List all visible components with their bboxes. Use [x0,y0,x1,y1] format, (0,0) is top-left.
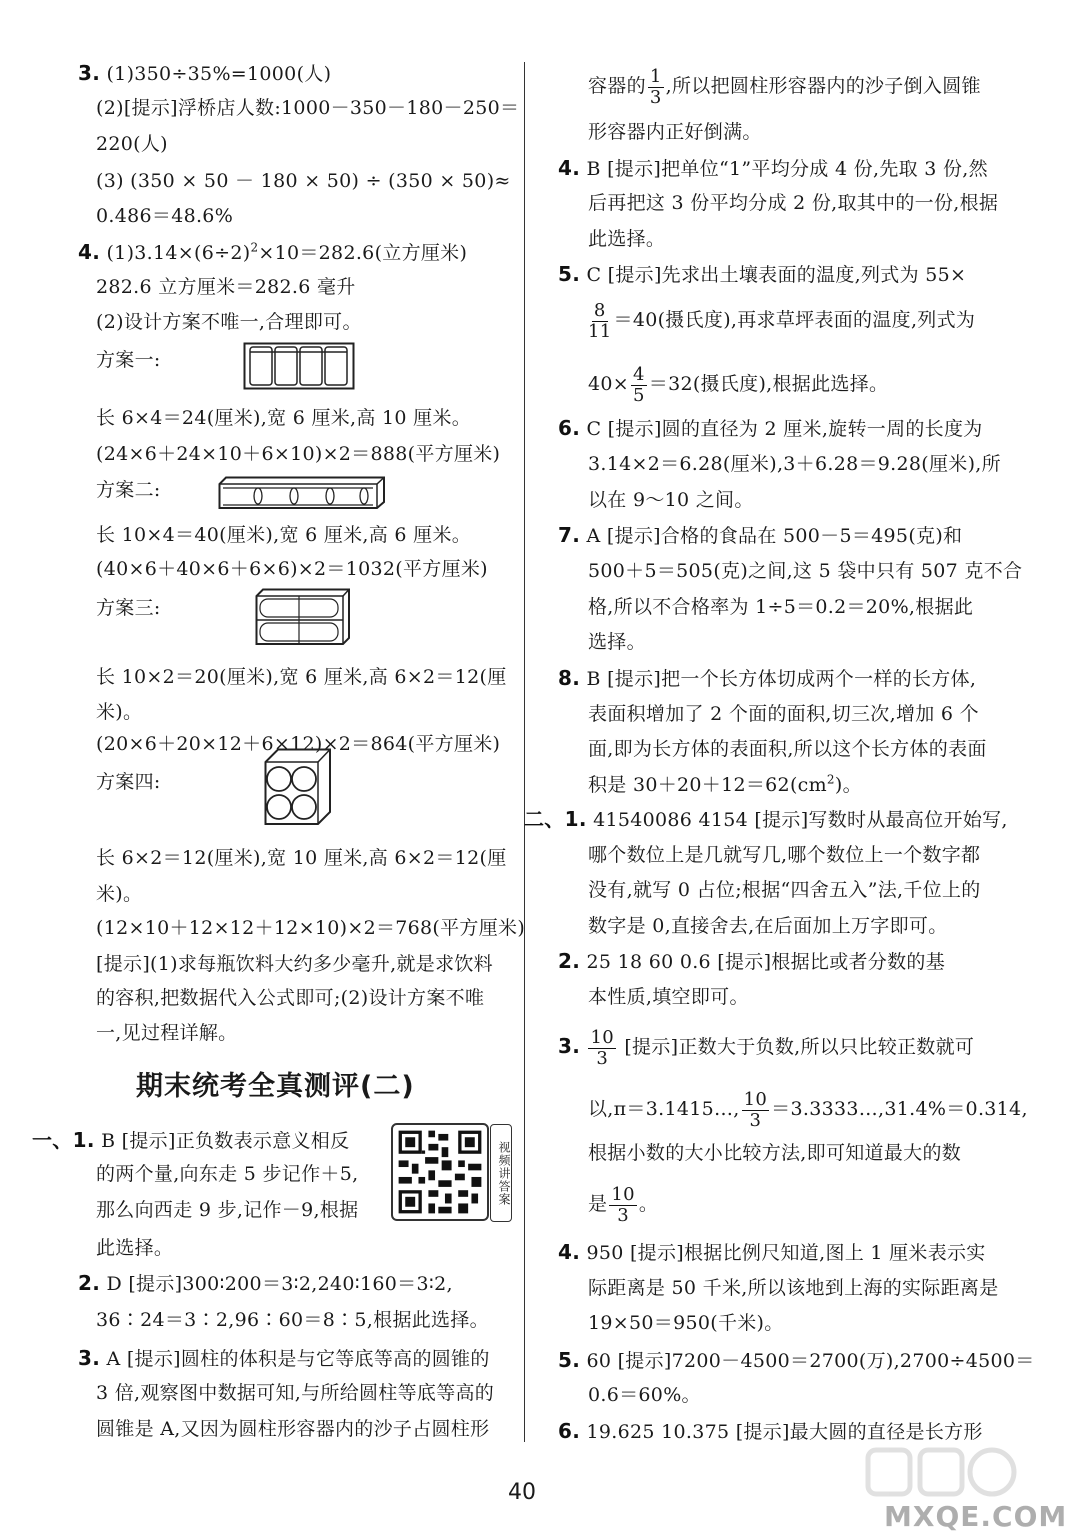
answer-line: 36∶24＝3∶2,96∶60＝8∶5,根据此选择。 [96,1309,489,1331]
plan-label: 方案四: [96,771,161,793]
answer-line: 根据小数的大小比较方法,即可知道最大的数 [588,1142,962,1164]
answer-line: (2)设计方案不唯一,合理即可。 [96,311,362,333]
answer-line: 是 $\frac{10}{3}$ 。 [588,1183,659,1226]
answer-line: 际距离是 50 千米,所以该地到上海的实际距离是 [588,1277,999,1299]
answer-line: 3. A [提示]圆柱的体积是与它等底等高的圆锥的 [78,1346,490,1370]
answer-line: 面,即为长方体的表面积,所以这个长方体的表面 [588,738,987,760]
hint-line: [提示](1)求每瓶饮料大约多少毫升,就是求饮料 [96,953,493,975]
answer-line: 哪个数位上是几就写几,哪个数位上一个数字都 [588,844,981,866]
answer-line: 二、1. 41540086 4154 [提示]写数时从最高位开始写, [524,807,1008,831]
fraction: $\frac{4}{5}$ [633,363,645,406]
answer-line: 一、1. B [提示]正负数表示意义相反 [32,1128,350,1152]
answer-line: 形容器内正好倒满。 [588,121,762,143]
answer-line: $\frac{8}{11}$ ＝40(摄氏度),再求草坪表面的温度,列式为 [588,299,976,342]
answer-line: (40×6＋40×6＋6×6)×2＝1032(平方厘米) [96,558,488,580]
answer-line: 220(人) [96,133,168,155]
watermark-url: MXQE.COM [884,1500,1067,1533]
fraction: $\frac{10}{3}$ [590,1026,614,1069]
answer-line: 7. A [提示]合格的食品在 500－5＝495(克)和 [558,523,963,547]
answer-line: 500＋5＝505(克)之间,这 5 袋中只有 507 克不合 [588,560,1023,582]
answer-line: 长 10×2＝20(厘米),宽 6 厘米,高 6×2＝12(厘 [96,666,507,688]
fraction: $\frac{10}{3}$ [743,1088,768,1131]
answer-line: (2)[提示]浮桥店人数:1000－350－180－250＝ [96,97,520,119]
answer-line: 长 6×2＝12(厘米),宽 10 厘米,高 6×2＝12(厘 [96,847,507,869]
answer-line: 此选择。 [96,1237,174,1259]
answer-line: 此选择。 [588,228,666,250]
answer-line: 2. D [提示]300∶200＝3∶2,240∶160＝3∶2, [78,1271,453,1295]
answer-line: 3. $\frac{10}{3}$ [提示]正数大于负数,所以只比较正数就可 [558,1026,975,1069]
answer-line: 2. 25 18 60 0.6 [提示]根据比或者分数的基 [558,949,945,973]
answer-line: 后再把这 3 份平均分成 2 份,取其中的一份,根据 [588,192,999,214]
qr-code-icon[interactable] [392,1124,488,1220]
page-number: 40 [508,1480,536,1505]
answer-line: 表面积增加了 2 个面的面积,切三次,增加 6 个 [588,703,979,725]
plan2-figure [218,476,386,510]
plan4-figure [264,748,332,826]
hint-line: 一,见过程详解。 [96,1022,238,1044]
plan1-figure [243,342,355,390]
hint-line: 的容积,把数据代入公式即可;(2)设计方案不唯 [96,987,485,1009]
answer-line: 没有,就写 0 占位;根据“四舍五入”法,千位上的 [588,879,981,901]
answer-line: 米)。 [96,883,143,905]
answer-line: 数字是 0,直接舍去,在后面加上万字即可。 [588,915,948,937]
answer-line: 6. C [提示]圆的直径为 2 厘米,旋转一周的长度为 [558,416,983,440]
answer-line: (24×6＋24×10＋6×10)×2＝888(平方厘米) [96,443,501,465]
answer-line: 以在 9～10 之间。 [588,489,754,511]
answer-line: (12×10＋12×12＋12×10)×2＝768(平方厘米) [96,917,526,939]
answer-line: 圆锥是 A,又因为圆柱形容器内的沙子占圆柱形 [96,1418,490,1440]
plan3-figure [255,588,351,646]
answer-line: 那么向西走 9 步,记作－9,根据 [96,1199,359,1221]
fraction: $\frac{1}{3}$ [649,65,662,108]
answer-line: 40× $\frac{4}{5}$ ＝32(摄氏度),根据此选择。 [588,363,889,406]
answer-line: 0.486＝48.6% [96,205,234,227]
answer-line: 4. 950 [提示]根据比例尺知道,图上 1 厘米表示实 [558,1240,986,1264]
plan-label: 方案一: [96,349,161,371]
answer-line: 3. (1)350÷35%=1000(人) [78,61,332,85]
plan-label: 方案二: [96,479,161,501]
answer-line: 米)。 [96,701,143,723]
answer-line: 选择。 [588,631,646,653]
answer-line: 5. 60 [提示]7200－4500＝2700(万),2700÷4500＝ [558,1348,1035,1372]
answer-line: 以,π＝3.1415…, $\frac{10}{3}$ ＝3.3333…,31.4%＝0.314, [588,1088,1028,1131]
answer-line: 本性质,填空即可。 [588,986,749,1008]
answer-line: 4. B [提示]把单位“1”平均分成 4 份,先取 3 份,然 [558,156,988,180]
answer-line: 282.6 立方厘米＝282.6 毫升 [96,276,356,298]
answer-line: 长 10×4＝40(厘米),宽 6 厘米,高 6 厘米。 [96,524,472,546]
answer-line: 19×50＝950(千米)。 [588,1312,784,1334]
answer-line: 5. C [提示]先求出土壤表面的温度,列式为 55× [558,262,967,286]
answer-line: 3.14×2＝6.28(厘米),3＋6.28＝9.28(厘米),所 [588,453,1001,475]
answer-line: 3 倍,观察图中数据可知,与所给圆柱等底等高的 [96,1382,495,1404]
answer-line: 容器的 $\frac{1}{3}$ ,所以把圆柱形容器内的沙子倒入圆锥 [588,65,981,108]
answer-line: 的两个量,向东走 5 步记作＋5, [96,1163,359,1185]
section-title: 期末统考全真测评(二) [136,1071,415,1102]
watermark-logo-icon [862,1442,1022,1502]
qr-label: 视频讲答案 [490,1124,512,1222]
column-divider [524,62,525,1442]
answer-line: 8. B [提示]把一个长方体切成两个一样的长方体, [558,666,977,690]
fraction: $\frac{8}{11}$ [588,299,612,342]
answer-line: 格,所以不合格率为 1÷5＝0.2＝20%,根据此 [588,596,974,618]
answer-line: 6. 19.625 10.375 [提示]最大圆的直径是长方形 [558,1419,983,1443]
plan-label: 方案三: [96,597,161,619]
answer-line: (3) (350 × 50 － 180 × 50) ÷ (350 × 50)≈ [96,170,511,192]
fraction: $\frac{10}{3}$ [611,1183,635,1226]
answer-line: 积是 $30+20+12=62(cm^2)$。 [588,772,862,796]
answer-line: 长 6×4＝24(厘米),宽 6 厘米,高 10 厘米。 [96,407,472,429]
answer-line: 4. $(1)3.14\times(6\div 2)^2\times 10=282.6$(立方厘米) [78,240,468,264]
answer-line: (20×6＋20×12＋6×12)×2＝864(平方厘米) [96,733,501,755]
answer-line: 0.6＝60%。 [588,1384,701,1406]
